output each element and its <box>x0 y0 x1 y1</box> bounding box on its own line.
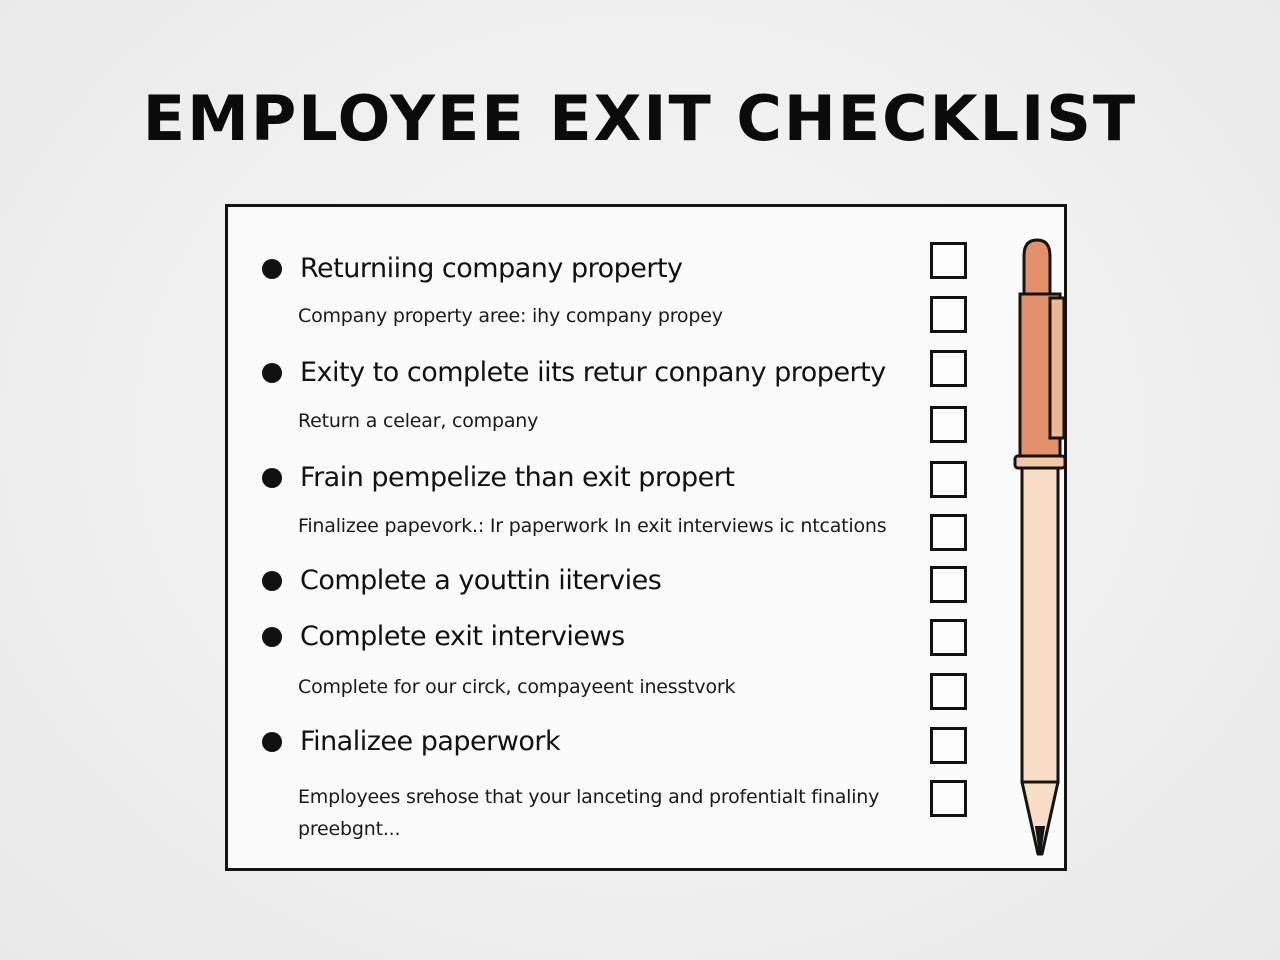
checkbox[interactable] <box>930 619 967 656</box>
page-title: EMPLOYEE EXIT CHECKLIST <box>142 82 1138 155</box>
bullet-icon <box>262 468 282 488</box>
checkbox[interactable] <box>930 406 967 443</box>
item-heading: Complete a youttin iitervies <box>300 565 662 596</box>
checkbox[interactable] <box>930 242 967 279</box>
item-description: Employees srehose that your lanceting and profentialt finaliny preebgnt... <box>298 786 880 840</box>
list-item <box>262 565 661 596</box>
list-item <box>262 357 886 388</box>
item-heading: Exity to complete iits retur conpany property <box>300 357 886 388</box>
checkbox[interactable] <box>930 673 967 710</box>
checkbox[interactable] <box>930 514 967 551</box>
list-item <box>262 726 560 757</box>
item-heading: Complete exit interviews <box>300 621 625 652</box>
item-heading: Frain pempelize than exit propert <box>300 462 735 493</box>
checkbox[interactable] <box>930 727 967 764</box>
item-description: Return a celear, company <box>298 410 539 432</box>
bullet-icon <box>262 259 282 279</box>
list-item <box>262 621 625 652</box>
pencil-icon <box>1010 236 1080 866</box>
checkbox[interactable] <box>930 566 967 603</box>
checkbox[interactable] <box>930 296 967 333</box>
item-description: Finalizee papevork.: Ir paperwork In exit interviews ic ntcations <box>298 515 887 537</box>
list-item <box>262 462 734 493</box>
item-description: Complete for our circk, compayeent inesstvork <box>298 676 736 698</box>
list-item <box>262 253 683 284</box>
bullet-icon <box>262 627 282 647</box>
item-heading: Returniing company property <box>300 253 683 284</box>
bullet-icon <box>262 571 282 591</box>
item-description: Company property aree: ihy company propey <box>298 305 723 327</box>
item-heading: Finalizee paperwork <box>300 726 561 757</box>
checkbox[interactable] <box>930 780 967 817</box>
checkbox[interactable] <box>930 461 967 498</box>
checklist-card <box>225 204 1067 871</box>
checkbox[interactable] <box>930 350 967 387</box>
bullet-icon <box>262 363 282 383</box>
bullet-icon <box>262 732 282 752</box>
